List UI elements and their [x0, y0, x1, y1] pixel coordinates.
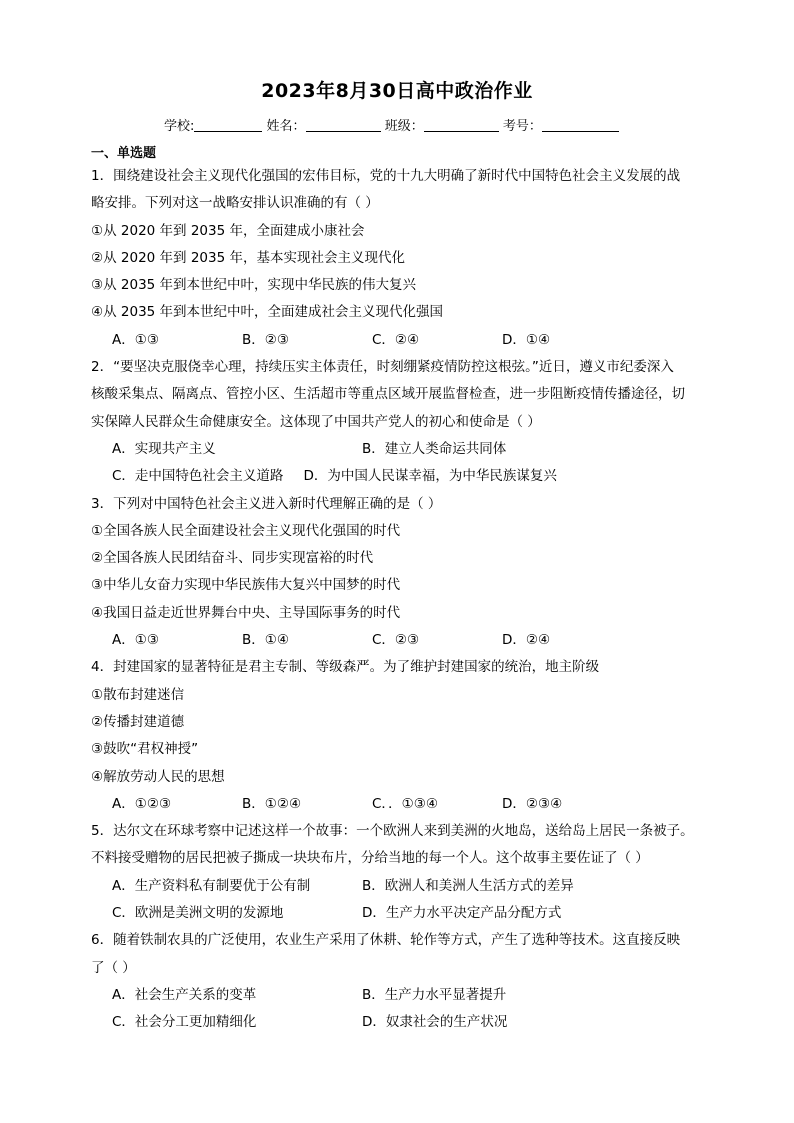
answer-options	[91, 627, 716, 654]
answer-options	[91, 873, 716, 900]
option-d[interactable]: D．①④	[502, 331, 551, 348]
option-d[interactable]: D．②④	[502, 632, 551, 649]
answer-options	[91, 436, 716, 463]
question-3	[91, 491, 716, 655]
option-a[interactable]: A．社会生产关系的变革	[112, 986, 257, 1003]
option-d[interactable]: D．奴隶社会的生产状况	[362, 1014, 508, 1031]
question-2	[91, 354, 716, 490]
question-text: 不料接受赠物的居民把被子撕成一块块布片，分给当地的每一个人。这个故事主要佐证了（ ）	[91, 850, 649, 867]
statement-item: ①从 2020 年到 2035 年，全面建成小康社会	[91, 222, 365, 239]
option-b[interactable]: B．①④	[242, 632, 289, 649]
question-text: 5．达尔文在环球考察中记述这样一个故事：一个欧洲人来到美洲的火地岛，送给岛上居民一条被子。	[91, 823, 694, 840]
option-c[interactable]: C．②③	[372, 632, 420, 649]
option-a[interactable]: A．①③	[112, 331, 159, 348]
question-text: 6．随着铁制农具的广泛使用，农业生产采用了休耕、轮作等方式，产生了选种等技术。这直接反映	[91, 932, 681, 949]
option-b[interactable]: B．①②④	[242, 795, 302, 812]
question-text: 核酸采集点、隔离点、管控小区、生活超市等重点区域开展监督检查，进一步阻断疫情传播途径，切	[91, 386, 685, 403]
question-list	[91, 163, 716, 1037]
option-b[interactable]: B．欧洲人和美洲人生活方式的差异	[362, 877, 574, 894]
question-text: 1．围绕建设社会主义现代化强国的宏伟目标，党的十九大明确了新时代中国特色社会主义发展的战	[91, 168, 681, 184]
answer-options	[91, 1009, 716, 1036]
student-info-line	[164, 115, 619, 134]
option-c[interactable]: C．欧洲是美洲文明的发源地	[112, 905, 284, 922]
statement-item: ①全国各族人民全面建设社会主义现代化强国的时代	[91, 522, 401, 539]
option-c[interactable]: C．②④	[372, 331, 420, 348]
section-heading: 一、单选题	[91, 146, 157, 161]
school-blank[interactable]	[194, 117, 262, 132]
option-a[interactable]: A．①②③	[112, 795, 172, 812]
question-text: 略安排。下列对这一战略安排认识准确的有（ ）	[91, 195, 379, 212]
name-blank[interactable]	[306, 117, 381, 132]
statement-item: ③从 2035 年到本世纪中叶，实现中华民族的伟大复兴	[91, 277, 417, 294]
option-d[interactable]: D．生产力水平决定产品分配方式	[362, 905, 562, 922]
option-c[interactable]: C．社会分工更加精细化	[112, 1014, 257, 1031]
answer-options	[91, 900, 716, 927]
option-a[interactable]: A．实现共产主义	[112, 440, 216, 457]
option-d[interactable]: D．②③④	[502, 795, 563, 812]
question-5	[91, 818, 716, 927]
question-text: 了（ ）	[91, 959, 136, 976]
answer-options	[91, 791, 716, 818]
answer-options	[91, 327, 716, 354]
class-blank[interactable]	[424, 117, 499, 132]
statement-item: ②传播封建道德	[91, 713, 185, 730]
exam-number-blank[interactable]	[542, 117, 619, 132]
statement-item: ③中华儿女奋力实现中华民族伟大复兴中国梦的时代	[91, 577, 401, 594]
option-d[interactable]: D．为中国人民谋幸福，为中华民族谋复兴	[303, 468, 557, 485]
statement-item: ②从 2020 年到 2035 年，基本实现社会主义现代化	[91, 249, 405, 266]
question-text: 实保障人民群众生命健康安全。这体现了中国共产党人的初心和使命是（ ）	[91, 413, 541, 430]
statement-item: ④我国日益走近世界舞台中央、主导国际事务的时代	[91, 604, 401, 621]
option-c[interactable]: C．走中国特色社会主义道路	[112, 468, 284, 485]
class-label: 班级：	[384, 119, 424, 134]
statement-item: ④解放劳动人民的思想	[91, 768, 225, 785]
question-text: 2．“要坚决克服侥幸心理，持续压实主体责任，时刻绷紧疫情防控这根弦。”近日，遵义市纪委深入	[91, 359, 674, 376]
option-b[interactable]: B．建立人类命运共同体	[362, 440, 507, 457]
option-b[interactable]: B．②③	[242, 331, 289, 348]
option-b[interactable]: B．生产力水平显著提升	[362, 986, 507, 1003]
question-4	[91, 654, 716, 818]
page-title: 2023年8月30日高中政治作业	[261, 80, 533, 102]
option-a[interactable]: A．①③	[112, 632, 159, 649]
question-text: 3．下列对中国特色社会主义进入新时代理解正确的是（ ）	[91, 495, 442, 512]
school-label: 学校:	[164, 119, 195, 134]
statement-item: ③鼓吹“君权神授”	[91, 741, 199, 758]
exam-number-label: 考号：	[502, 119, 542, 134]
option-a[interactable]: A．生产资料私有制要优于公有制	[112, 877, 311, 894]
name-label: 姓名：	[266, 119, 306, 134]
option-c[interactable]: C．．①③④	[372, 795, 438, 812]
question-text: 4．封建国家的显著特征是君主专制、等级森严。为了维护封建国家的统治，地主阶级	[91, 659, 600, 676]
question-6	[91, 927, 716, 1036]
statement-item: ④从 2035 年到本世纪中叶，全面建成社会主义现代化强国	[91, 304, 444, 321]
answer-options	[91, 463, 716, 490]
statement-item: ①散布封建迷信	[91, 686, 185, 703]
question-1	[91, 163, 716, 354]
answer-options	[91, 982, 716, 1009]
statement-item: ②全国各族人民团结奋斗、同步实现富裕的时代	[91, 550, 374, 567]
